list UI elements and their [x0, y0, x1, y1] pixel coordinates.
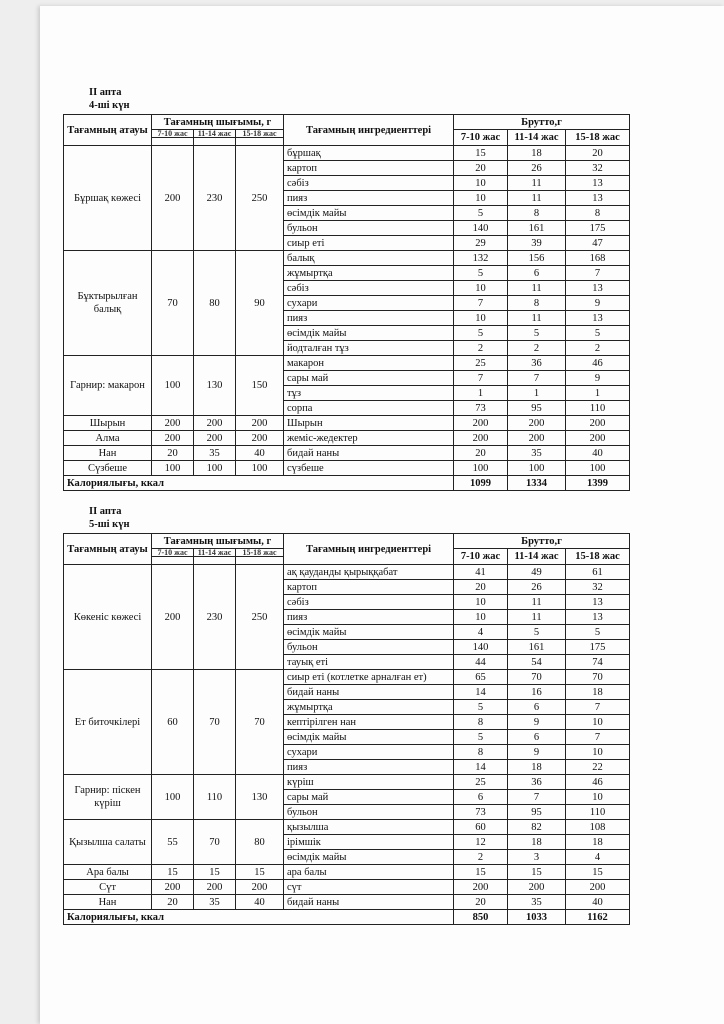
brutto-15-18: 13 — [566, 191, 630, 206]
calorie-15-18: 1162 — [566, 910, 630, 925]
table-row — [64, 146, 630, 161]
brutto-15-18: 100 — [566, 461, 630, 476]
ingredient-name: тауық еті — [284, 655, 454, 670]
brutto-11-14: 16 — [508, 685, 566, 700]
brutto-11-14: 156 — [508, 251, 566, 266]
brutto-11-14: 11 — [508, 610, 566, 625]
yield-11-14: 35 — [194, 446, 236, 461]
table-row — [64, 865, 630, 880]
brutto-15-18: 175 — [566, 221, 630, 236]
table-row — [64, 895, 630, 910]
brutto-11-14: 9 — [508, 715, 566, 730]
yield-7-10: 20 — [152, 446, 194, 461]
brutto-11-14: 11 — [508, 595, 566, 610]
calorie-total-label: Калориялығы, ккал — [64, 476, 454, 491]
ingredient-name: күріш — [284, 775, 454, 790]
brutto-11-14: 11 — [508, 176, 566, 191]
brutto-11-14: 7 — [508, 790, 566, 805]
ingredient-name: картоп — [284, 580, 454, 595]
table-row — [64, 431, 630, 446]
brutto-7-10: 8 — [454, 715, 508, 730]
brutto-7-10: 25 — [454, 775, 508, 790]
dish-name: Ара балы — [64, 865, 152, 880]
ingredient-name: бидай наны — [284, 895, 454, 910]
ingredient-name: кептірілген нан — [284, 715, 454, 730]
brutto-11-14: 200 — [508, 416, 566, 431]
yield-age-header: 7-10 жас — [152, 549, 194, 557]
header-spacer — [194, 557, 236, 565]
ingredient-name: бұршақ — [284, 146, 454, 161]
yield-15-18: 40 — [236, 895, 284, 910]
table-row — [64, 251, 630, 266]
yield-age-header: 11-14 жас — [194, 549, 236, 557]
yield-age-header: 11-14 жас — [194, 130, 236, 138]
brutto-header: Брутто,г — [454, 115, 630, 130]
brutto-7-10: 6 — [454, 790, 508, 805]
calorie-11-14: 1334 — [508, 476, 566, 491]
brutto-7-10: 100 — [454, 461, 508, 476]
ingredient-name: сары май — [284, 790, 454, 805]
dish-name: Бұршақ көжесі — [64, 146, 152, 251]
brutto-age-header: 15-18 жас — [566, 130, 630, 146]
brutto-7-10: 14 — [454, 760, 508, 775]
day4-day: 4-ші күн — [89, 100, 130, 111]
ingredient-name: сүзбеше — [284, 461, 454, 476]
brutto-age-header: 15-18 жас — [566, 549, 630, 565]
brutto-11-14: 49 — [508, 565, 566, 580]
calorie-7-10: 850 — [454, 910, 508, 925]
brutto-7-10: 25 — [454, 356, 508, 371]
brutto-11-14: 6 — [508, 266, 566, 281]
yield-11-14: 130 — [194, 356, 236, 416]
brutto-11-14: 35 — [508, 895, 566, 910]
header-row — [64, 115, 630, 130]
brutto-11-14: 161 — [508, 640, 566, 655]
header-spacer — [236, 557, 284, 565]
yield-11-14: 100 — [194, 461, 236, 476]
brutto-15-18: 10 — [566, 790, 630, 805]
yield-7-10: 200 — [152, 146, 194, 251]
yield-7-10: 200 — [152, 880, 194, 895]
ingredient-name: пияз — [284, 610, 454, 625]
ingredient-name: балық — [284, 251, 454, 266]
brutto-15-18: 10 — [566, 715, 630, 730]
brutto-15-18: 40 — [566, 895, 630, 910]
yield-7-10: 100 — [152, 461, 194, 476]
brutto-7-10: 2 — [454, 341, 508, 356]
day5-day: 5-ші күн — [89, 519, 130, 530]
brutto-11-14: 35 — [508, 446, 566, 461]
yield-11-14: 35 — [194, 895, 236, 910]
yield-header: Тағамның шығымы, г — [152, 115, 284, 130]
ingredient-name: өсімдік майы — [284, 730, 454, 745]
dish-name: Қызылша салаты — [64, 820, 152, 865]
ingredient-name: сухари — [284, 745, 454, 760]
ingredient-name: сәбіз — [284, 595, 454, 610]
brutto-11-14: 18 — [508, 146, 566, 161]
brutto-7-10: 10 — [454, 311, 508, 326]
brutto-7-10: 20 — [454, 446, 508, 461]
brutto-7-10: 29 — [454, 236, 508, 251]
dish-name: Сүзбеше — [64, 461, 152, 476]
brutto-7-10: 10 — [454, 281, 508, 296]
brutto-15-18: 47 — [566, 236, 630, 251]
dish-name: Көкеніс көжесі — [64, 565, 152, 670]
brutto-11-14: 36 — [508, 356, 566, 371]
brutto-15-18: 7 — [566, 730, 630, 745]
yield-7-10: 20 — [152, 895, 194, 910]
brutto-15-18: 5 — [566, 625, 630, 640]
brutto-15-18: 74 — [566, 655, 630, 670]
brutto-11-14: 5 — [508, 326, 566, 341]
brutto-11-14: 54 — [508, 655, 566, 670]
brutto-15-18: 200 — [566, 431, 630, 446]
brutto-11-14: 15 — [508, 865, 566, 880]
brutto-7-10: 20 — [454, 580, 508, 595]
brutto-15-18: 7 — [566, 266, 630, 281]
header-spacer — [152, 557, 194, 565]
brutto-7-10: 10 — [454, 176, 508, 191]
brutto-15-18: 108 — [566, 820, 630, 835]
brutto-11-14: 26 — [508, 161, 566, 176]
dish-name: Алма — [64, 431, 152, 446]
brutto-7-10: 15 — [454, 146, 508, 161]
day5-heading — [89, 505, 130, 531]
brutto-11-14: 200 — [508, 880, 566, 895]
calorie-7-10: 1099 — [454, 476, 508, 491]
yield-age-header: 7-10 жас — [152, 130, 194, 138]
yield-7-10: 200 — [152, 565, 194, 670]
ingredients-header: Тағамның ингредиенттері — [284, 115, 454, 146]
header-spacer — [236, 138, 284, 146]
brutto-7-10: 4 — [454, 625, 508, 640]
brutto-15-18: 110 — [566, 401, 630, 416]
brutto-7-10: 60 — [454, 820, 508, 835]
yield-11-14: 200 — [194, 880, 236, 895]
brutto-11-14: 1 — [508, 386, 566, 401]
brutto-7-10: 73 — [454, 805, 508, 820]
brutto-7-10: 5 — [454, 206, 508, 221]
ingredient-name: сары май — [284, 371, 454, 386]
brutto-7-10: 200 — [454, 880, 508, 895]
brutto-11-14: 82 — [508, 820, 566, 835]
ingredient-name: сорпа — [284, 401, 454, 416]
ingredient-name: сүт — [284, 880, 454, 895]
brutto-7-10: 5 — [454, 730, 508, 745]
brutto-15-18: 1 — [566, 386, 630, 401]
ingredient-name: бульон — [284, 221, 454, 236]
brutto-15-18: 13 — [566, 610, 630, 625]
yield-header: Тағамның шығымы, г — [152, 534, 284, 549]
brutto-11-14: 70 — [508, 670, 566, 685]
brutto-15-18: 200 — [566, 416, 630, 431]
brutto-header: Брутто,г — [454, 534, 630, 549]
brutto-7-10: 41 — [454, 565, 508, 580]
ingredient-name: ара балы — [284, 865, 454, 880]
header-row — [64, 534, 630, 549]
table-row — [64, 446, 630, 461]
yield-15-18: 200 — [236, 880, 284, 895]
ingredient-name: пияз — [284, 311, 454, 326]
yield-15-18: 250 — [236, 565, 284, 670]
yield-7-10: 100 — [152, 356, 194, 416]
ingredient-name: өсімдік майы — [284, 206, 454, 221]
brutto-7-10: 8 — [454, 745, 508, 760]
brutto-7-10: 200 — [454, 431, 508, 446]
brutto-11-14: 8 — [508, 296, 566, 311]
ingredient-name: сиыр еті — [284, 236, 454, 251]
brutto-7-10: 7 — [454, 296, 508, 311]
brutto-age-header: 7-10 жас — [454, 130, 508, 146]
header-spacer — [194, 138, 236, 146]
yield-7-10: 100 — [152, 775, 194, 820]
brutto-11-14: 95 — [508, 805, 566, 820]
brutto-15-18: 4 — [566, 850, 630, 865]
yield-11-14: 70 — [194, 820, 236, 865]
brutto-11-14: 11 — [508, 311, 566, 326]
brutto-7-10: 15 — [454, 865, 508, 880]
brutto-15-18: 110 — [566, 805, 630, 820]
brutto-15-18: 46 — [566, 356, 630, 371]
ingredient-name: ақ қауданды қырыққабат — [284, 565, 454, 580]
brutto-15-18: 40 — [566, 446, 630, 461]
dish-name: Нан — [64, 446, 152, 461]
brutto-7-10: 5 — [454, 266, 508, 281]
yield-11-14: 110 — [194, 775, 236, 820]
yield-7-10: 70 — [152, 251, 194, 356]
ingredient-name: бульон — [284, 805, 454, 820]
ingredients-header: Тағамның ингредиенттері — [284, 534, 454, 565]
dish-name: Ет биточкілері — [64, 670, 152, 775]
day5-week: II апта — [89, 506, 122, 517]
brutto-15-18: 18 — [566, 835, 630, 850]
dish-name: Бұктырылған балық — [64, 251, 152, 356]
brutto-age-header: 11-14 жас — [508, 130, 566, 146]
brutto-7-10: 132 — [454, 251, 508, 266]
brutto-11-14: 100 — [508, 461, 566, 476]
brutto-7-10: 5 — [454, 326, 508, 341]
ingredient-name: өсімдік майы — [284, 326, 454, 341]
brutto-15-18: 18 — [566, 685, 630, 700]
yield-15-18: 15 — [236, 865, 284, 880]
brutto-age-header: 11-14 жас — [508, 549, 566, 565]
brutto-15-18: 15 — [566, 865, 630, 880]
calorie-total-row — [64, 910, 630, 925]
brutto-11-14: 11 — [508, 281, 566, 296]
ingredient-name: йодталған тұз — [284, 341, 454, 356]
table-row — [64, 416, 630, 431]
dish-name: Шырын — [64, 416, 152, 431]
brutto-7-10: 200 — [454, 416, 508, 431]
brutto-7-10: 10 — [454, 595, 508, 610]
yield-15-18: 70 — [236, 670, 284, 775]
brutto-11-14: 161 — [508, 221, 566, 236]
calorie-total-label: Калориялығы, ккал — [64, 910, 454, 925]
brutto-11-14: 9 — [508, 745, 566, 760]
brutto-7-10: 10 — [454, 610, 508, 625]
ingredient-name: бидай наны — [284, 685, 454, 700]
brutto-7-10: 7 — [454, 371, 508, 386]
dish-name-header: Тағамның атауы — [64, 534, 152, 565]
table-row — [64, 775, 630, 790]
ingredient-name: сәбіз — [284, 281, 454, 296]
table-row — [64, 461, 630, 476]
brutto-15-18: 13 — [566, 311, 630, 326]
ingredient-name: бульон — [284, 640, 454, 655]
brutto-11-14: 6 — [508, 730, 566, 745]
day4-menu-table — [63, 114, 630, 491]
brutto-11-14: 39 — [508, 236, 566, 251]
ingredient-name: сухари — [284, 296, 454, 311]
calorie-total-row — [64, 476, 630, 491]
yield-11-14: 230 — [194, 565, 236, 670]
ingredient-name: қызылша — [284, 820, 454, 835]
brutto-11-14: 5 — [508, 625, 566, 640]
brutto-15-18: 13 — [566, 176, 630, 191]
brutto-7-10: 1 — [454, 386, 508, 401]
ingredient-name: сәбіз — [284, 176, 454, 191]
brutto-15-18: 70 — [566, 670, 630, 685]
yield-11-14: 200 — [194, 416, 236, 431]
dish-name: Нан — [64, 895, 152, 910]
ingredient-name: жеміс-жедектер — [284, 431, 454, 446]
yield-7-10: 200 — [152, 431, 194, 446]
yield-11-14: 70 — [194, 670, 236, 775]
brutto-15-18: 61 — [566, 565, 630, 580]
brutto-11-14: 18 — [508, 835, 566, 850]
yield-15-18: 200 — [236, 416, 284, 431]
ingredient-name: бидай наны — [284, 446, 454, 461]
yield-11-14: 200 — [194, 431, 236, 446]
ingredient-name: тұз — [284, 386, 454, 401]
brutto-15-18: 13 — [566, 281, 630, 296]
day4-heading — [89, 86, 130, 112]
yield-15-18: 40 — [236, 446, 284, 461]
brutto-7-10: 20 — [454, 895, 508, 910]
brutto-15-18: 13 — [566, 595, 630, 610]
yield-15-18: 200 — [236, 431, 284, 446]
table-row — [64, 880, 630, 895]
brutto-15-18: 7 — [566, 700, 630, 715]
brutto-7-10: 14 — [454, 685, 508, 700]
ingredient-name: өсімдік майы — [284, 625, 454, 640]
ingredient-name: макарон — [284, 356, 454, 371]
brutto-15-18: 2 — [566, 341, 630, 356]
brutto-11-14: 7 — [508, 371, 566, 386]
brutto-7-10: 2 — [454, 850, 508, 865]
yield-15-18: 250 — [236, 146, 284, 251]
dish-name: Сүт — [64, 880, 152, 895]
brutto-7-10: 10 — [454, 191, 508, 206]
brutto-7-10: 20 — [454, 161, 508, 176]
dish-name: Гарнир: макарон — [64, 356, 152, 416]
yield-7-10: 60 — [152, 670, 194, 775]
ingredient-name: өсімдік майы — [284, 850, 454, 865]
ingredient-name: пияз — [284, 191, 454, 206]
brutto-15-18: 200 — [566, 880, 630, 895]
yield-7-10: 15 — [152, 865, 194, 880]
brutto-15-18: 46 — [566, 775, 630, 790]
table-row — [64, 670, 630, 685]
yield-15-18: 130 — [236, 775, 284, 820]
brutto-11-14: 95 — [508, 401, 566, 416]
brutto-7-10: 140 — [454, 221, 508, 236]
yield-15-18: 90 — [236, 251, 284, 356]
ingredient-name: жұмыртқа — [284, 266, 454, 281]
brutto-15-18: 32 — [566, 580, 630, 595]
calorie-15-18: 1399 — [566, 476, 630, 491]
ingredient-name: ірімшік — [284, 835, 454, 850]
table-row — [64, 356, 630, 371]
table-row — [64, 820, 630, 835]
dish-name: Гарнир: піскен күріш — [64, 775, 152, 820]
brutto-7-10: 73 — [454, 401, 508, 416]
brutto-15-18: 9 — [566, 371, 630, 386]
yield-7-10: 200 — [152, 416, 194, 431]
dish-name-header: Тағамның атауы — [64, 115, 152, 146]
brutto-15-18: 9 — [566, 296, 630, 311]
brutto-15-18: 175 — [566, 640, 630, 655]
brutto-11-14: 3 — [508, 850, 566, 865]
ingredient-name: жұмыртқа — [284, 700, 454, 715]
yield-15-18: 150 — [236, 356, 284, 416]
brutto-11-14: 8 — [508, 206, 566, 221]
ingredient-name: Шырын — [284, 416, 454, 431]
brutto-11-14: 6 — [508, 700, 566, 715]
brutto-15-18: 168 — [566, 251, 630, 266]
brutto-11-14: 36 — [508, 775, 566, 790]
calorie-11-14: 1033 — [508, 910, 566, 925]
brutto-7-10: 12 — [454, 835, 508, 850]
yield-11-14: 230 — [194, 146, 236, 251]
brutto-15-18: 20 — [566, 146, 630, 161]
brutto-7-10: 65 — [454, 670, 508, 685]
brutto-7-10: 44 — [454, 655, 508, 670]
table-row — [64, 565, 630, 580]
ingredient-name: пияз — [284, 760, 454, 775]
brutto-11-14: 11 — [508, 191, 566, 206]
brutto-11-14: 2 — [508, 341, 566, 356]
brutto-11-14: 26 — [508, 580, 566, 595]
header-spacer — [152, 138, 194, 146]
ingredient-name: картоп — [284, 161, 454, 176]
brutto-15-18: 5 — [566, 326, 630, 341]
yield-age-header: 15-18 жас — [236, 549, 284, 557]
brutto-15-18: 32 — [566, 161, 630, 176]
yield-15-18: 100 — [236, 461, 284, 476]
brutto-7-10: 140 — [454, 640, 508, 655]
brutto-age-header: 7-10 жас — [454, 549, 508, 565]
yield-7-10: 55 — [152, 820, 194, 865]
yield-15-18: 80 — [236, 820, 284, 865]
yield-age-header: 15-18 жас — [236, 130, 284, 138]
brutto-7-10: 5 — [454, 700, 508, 715]
brutto-15-18: 10 — [566, 745, 630, 760]
yield-11-14: 15 — [194, 865, 236, 880]
day5-menu-table — [63, 533, 630, 925]
yield-11-14: 80 — [194, 251, 236, 356]
day4-week: II апта — [89, 87, 122, 98]
brutto-15-18: 22 — [566, 760, 630, 775]
brutto-15-18: 8 — [566, 206, 630, 221]
brutto-11-14: 18 — [508, 760, 566, 775]
ingredient-name: сиыр еті (котлетке арналған ет) — [284, 670, 454, 685]
brutto-11-14: 200 — [508, 431, 566, 446]
